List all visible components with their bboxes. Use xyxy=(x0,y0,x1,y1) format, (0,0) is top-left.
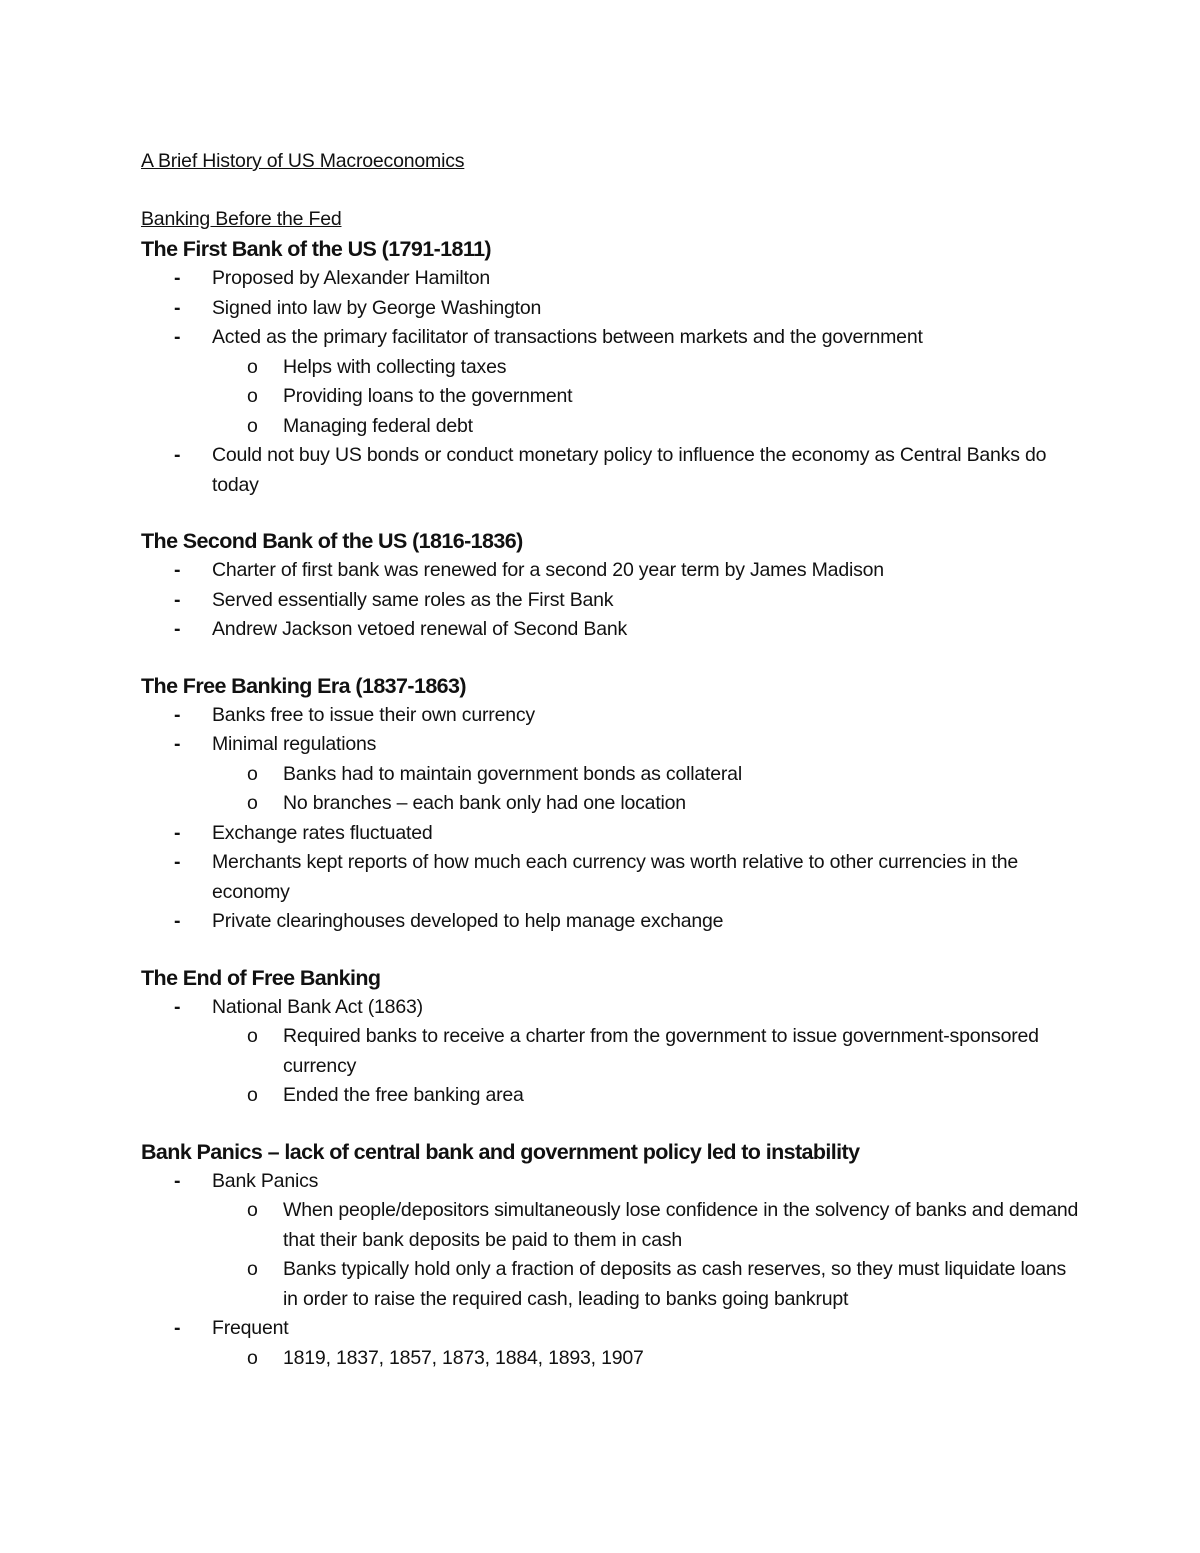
sub-bullet-text: No branches – each bank only had one location xyxy=(283,792,686,814)
sub-bullet-text: Banks had to maintain government bonds as collateral xyxy=(283,762,742,785)
sub-bullet-item xyxy=(141,789,1080,819)
dash-bullet-icon: - xyxy=(174,910,181,932)
dash-bullet-icon: - xyxy=(174,703,181,726)
dash-bullet-icon: - xyxy=(174,733,181,755)
bullet-text: Banks free to issue their own currency xyxy=(212,703,535,726)
spacer xyxy=(141,176,1080,204)
bullet-text: Charter of first bank was renewed for a second 20 year term by James Madison xyxy=(212,559,884,581)
section xyxy=(141,1137,1080,1374)
sub-bullet-item xyxy=(141,1022,1080,1081)
circle-bullet-icon: o xyxy=(247,414,258,437)
dash-bullet-icon: - xyxy=(174,559,181,581)
sub-bullet-text: Banks typically hold only a fraction of deposits as cash reserves, so they must liquidate loans in order to raise the required cash, leading to banks going bankrupt xyxy=(283,1258,1067,1310)
bullet-text: Proposed by Alexander Hamilton xyxy=(212,267,490,289)
sub-bullet-text: When people/depositors simultaneously lose confidence in the solvency of banks and demand that their bank deposits be paid to them in cash xyxy=(283,1199,1079,1251)
section-heading: The First Bank of the US (1791-1811) xyxy=(141,237,491,261)
bullet-item xyxy=(141,1167,1080,1197)
bullet-text: Exchange rates fluctuated xyxy=(212,821,433,844)
bullet-item xyxy=(141,264,1080,294)
bullet-text: Served essentially same roles as the First Bank xyxy=(212,588,614,611)
circle-bullet-icon: o xyxy=(247,385,258,407)
bullet-item xyxy=(141,556,1080,586)
section-gap xyxy=(141,1111,1080,1137)
sub-bullet-text: Managing federal debt xyxy=(283,414,473,437)
bullet-text: Could not buy US bonds or conduct monetary policy to influence the economy as Central Banks do today xyxy=(212,444,1047,496)
dash-bullet-icon: - xyxy=(174,296,181,319)
sub-bullet-text: Providing loans to the government xyxy=(283,385,573,407)
sub-bullet-text: Helps with collecting taxes xyxy=(283,355,507,378)
circle-bullet-icon: o xyxy=(247,1084,258,1106)
circle-bullet-icon: o xyxy=(247,1346,258,1369)
bullet-item xyxy=(141,819,1080,849)
sub-bullet-item xyxy=(141,353,1080,383)
sub-bullet-item xyxy=(141,412,1080,442)
bullet-text: Minimal regulations xyxy=(212,733,377,755)
bullet-item xyxy=(141,294,1080,324)
bullet-text: Frequent xyxy=(212,1317,289,1339)
dash-bullet-icon: - xyxy=(174,1169,181,1192)
circle-bullet-icon: o xyxy=(247,355,258,378)
sections-container xyxy=(141,234,1080,1373)
sub-bullet-item xyxy=(141,1344,1080,1374)
sub-bullet-text: Required banks to receive a charter from the government to issue government-sponsored currency xyxy=(283,1025,1039,1077)
section-gap xyxy=(141,937,1080,963)
bullet-item xyxy=(141,701,1080,731)
circle-bullet-icon: o xyxy=(247,762,258,785)
dash-bullet-icon: - xyxy=(174,326,181,348)
section xyxy=(141,671,1080,937)
dash-bullet-icon: - xyxy=(174,444,181,466)
section-heading: The End of Free Banking xyxy=(141,965,381,990)
section xyxy=(141,234,1080,500)
dash-bullet-icon: - xyxy=(174,851,181,873)
sub-bullet-item xyxy=(141,760,1080,790)
bullet-text: National Bank Act (1863) xyxy=(212,995,423,1018)
dash-bullet-icon: - xyxy=(174,267,181,289)
bullet-item xyxy=(141,615,1080,645)
dash-bullet-icon: - xyxy=(174,821,181,844)
dash-bullet-icon: - xyxy=(174,588,181,611)
bullet-text: Private clearinghouses developed to help manage exchange xyxy=(212,910,724,932)
sub-bullet-item xyxy=(141,1255,1080,1314)
sub-bullet-item xyxy=(141,382,1080,412)
document-subtitle: Banking Before the Fed xyxy=(141,208,342,230)
circle-bullet-icon: o xyxy=(247,1258,258,1280)
section-heading: The Free Banking Era (1837-1863) xyxy=(141,673,466,698)
bullet-item xyxy=(141,730,1080,760)
sub-bullet-item xyxy=(141,1081,1080,1111)
section-gap xyxy=(141,645,1080,671)
bullet-item xyxy=(141,323,1080,353)
section-gap xyxy=(141,500,1080,526)
bullet-text: Merchants kept reports of how much each currency was worth relative to other currencies in the economy xyxy=(212,851,1018,903)
bullet-item xyxy=(141,441,1080,500)
document-title: A Brief History of US Macroeconomics xyxy=(141,150,465,172)
circle-bullet-icon: o xyxy=(247,1199,258,1221)
section xyxy=(141,963,1080,1111)
bullet-item xyxy=(141,993,1080,1023)
section-heading: The Second Bank of the US (1816-1836) xyxy=(141,529,523,553)
circle-bullet-icon: o xyxy=(247,792,258,814)
section-heading: Bank Panics – lack of central bank and government policy led to instability xyxy=(141,1139,860,1164)
bullet-item xyxy=(141,1314,1080,1344)
section xyxy=(141,526,1080,645)
bullet-item xyxy=(141,586,1080,616)
dash-bullet-icon: - xyxy=(174,618,181,640)
bullet-item xyxy=(141,848,1080,907)
sub-bullet-item xyxy=(141,1196,1080,1255)
circle-bullet-icon: o xyxy=(247,1025,258,1047)
bullet-text: Bank Panics xyxy=(212,1169,319,1192)
dash-bullet-icon: - xyxy=(174,1317,181,1339)
bullet-text: Signed into law by George Washington xyxy=(212,296,542,319)
bullet-item xyxy=(141,907,1080,937)
dash-bullet-icon: - xyxy=(174,995,181,1018)
bullet-text: Acted as the primary facilitator of transactions between markets and the government xyxy=(212,326,923,348)
sub-bullet-text: 1819, 1837, 1857, 1873, 1884, 1893, 1907 xyxy=(283,1346,644,1369)
sub-bullet-text: Ended the free banking area xyxy=(283,1084,524,1106)
bullet-text: Andrew Jackson vetoed renewal of Second Bank xyxy=(212,618,628,640)
